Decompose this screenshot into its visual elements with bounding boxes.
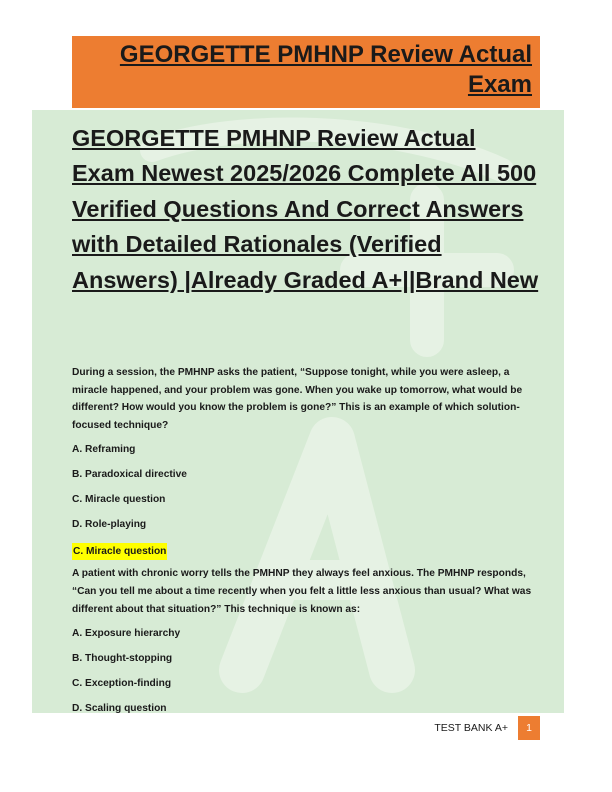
answer-option: A. Exposure hierarchy	[72, 628, 181, 640]
question-list	[72, 364, 544, 727]
document-title: GEORGETTE PMHNP Review Actual Exam Newest 2025/2026 Complete All 500 Verified Questions And Correct Answers with Detailed Rationales (Verified Answers) |Already Graded A+||Brand New	[72, 125, 539, 293]
answer-option: D. Role-playing	[72, 519, 147, 531]
page-footer	[434, 716, 540, 740]
answer-option: C. Exception-finding	[72, 678, 172, 690]
answer-option: D. Scaling question	[72, 703, 167, 715]
answer-option: A. Reframing	[72, 444, 136, 456]
question-item	[72, 364, 544, 560]
question-text: A patient with chronic worry tells the PMHNP they always feel anxious. The PMHNP responds, “Can you tell me about a time recently when you felt a little less anxious than usual? What was different about that situation?” This technique is known as:	[72, 568, 532, 615]
question-text: During a session, the PMHNP asks the patient, “Suppose tonight, while you were asleep, a miracle happened, and your problem was gone. When you wake up tomorrow, what would be different? How would you know the problem is gone?” This is an example of which solution-focused technique?	[72, 367, 523, 431]
header-band	[72, 36, 540, 108]
footer-label: TEST BANK A+	[434, 722, 508, 734]
header-title: GEORGETTE PMHNP Review Actual Exam	[119, 41, 532, 98]
answer-option: C. Miracle question	[72, 494, 166, 506]
question-item	[72, 565, 544, 727]
correct-answer-line	[72, 543, 544, 560]
correct-answer-highlight: C. Miracle question	[72, 543, 167, 560]
answer-option: B. Thought-stopping	[72, 653, 173, 665]
page-number: 1	[518, 716, 540, 740]
answer-option: B. Paradoxical directive	[72, 469, 187, 481]
